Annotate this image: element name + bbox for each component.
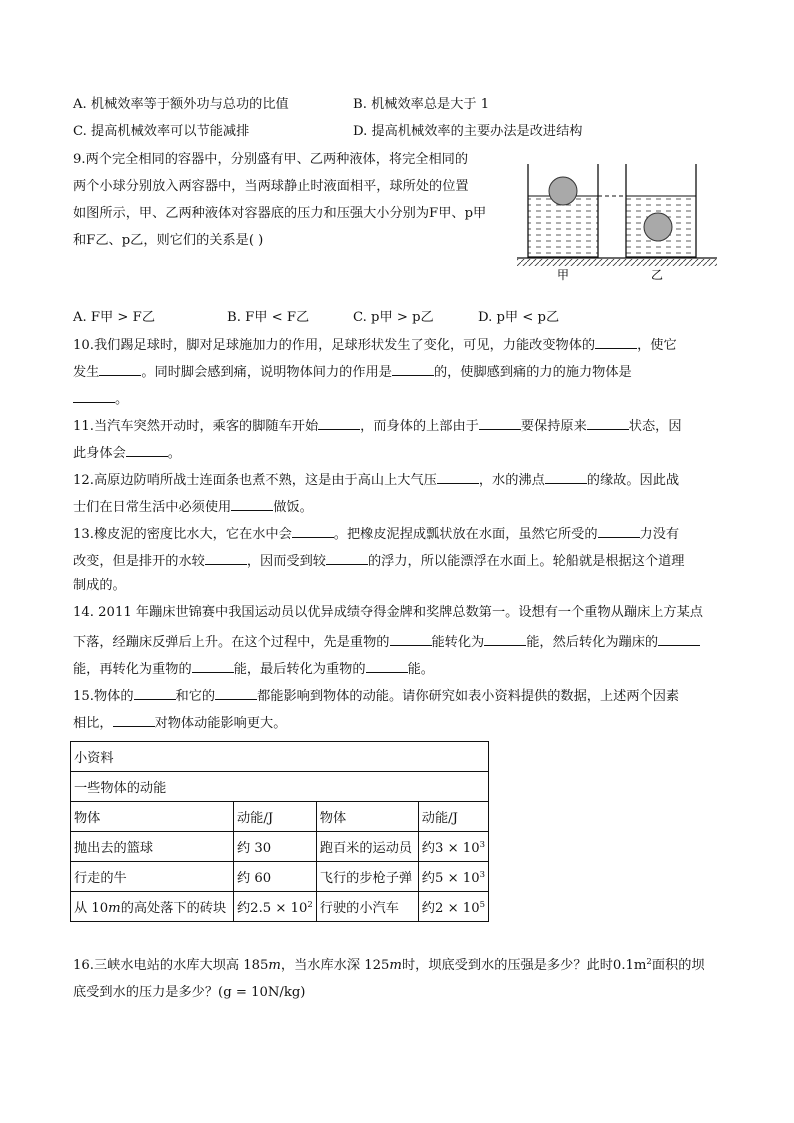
table-cell: 约$3 \times 10^3$ (418, 832, 488, 862)
q11-line-1: 11.当汽车突然开动时，乘客的脚随车开始 ，而身体的上部由于 要保持原来 状态，因 (73, 415, 682, 436)
q11-blank-2[interactable] (479, 415, 521, 430)
q14-blank-5[interactable] (366, 658, 408, 673)
q12-line-1: 12.高原边防哨所战士连面条也煮不熟，这是由于高山上大气压 ，水的沸点 的缘故。因此战 (73, 469, 679, 490)
q13-line-2: 改变，但是排开的水较 ，因而受到较 的浮力，所以能漂浮在水面上。轮船就是根据这个道理 (73, 550, 685, 571)
q9-option-d[interactable]: D. p甲 < p乙 (478, 310, 560, 325)
table-header-row (71, 802, 489, 832)
q8-option-b[interactable]: B. 机械效率总是大于 1 (353, 97, 490, 112)
table-header-cell: 动能/J (234, 802, 317, 832)
q10-blank-2[interactable] (99, 361, 141, 376)
q9-containers-figure (515, 160, 723, 286)
q14-line-1: 14. 2011 年蹦床世锦赛中我国运动员以优异成绩夺得金牌和奖牌总数第一。设想有一个重物从蹦床上方某点 (73, 605, 703, 620)
table-cell: 约$2 \times 10^5$ (418, 892, 488, 922)
q11-blank-1[interactable] (318, 415, 360, 430)
q10-blank-4[interactable] (73, 388, 115, 403)
table-cell: 飞行的步枪子弹 (316, 862, 418, 892)
q16-line-1: 16.三峡水电站的水库大坝高 185m，当水库水深 125m时，坝底受到水的压强是多少？此时$0.1m^2$面积的坝 (73, 957, 705, 973)
q13-line-3: 制成的。 (73, 578, 126, 593)
q10-line-2: 发生 。同时脚会感到痛，说明物体间力的作用是 的，使脚感到痛的力的施力物体是 (73, 361, 632, 382)
q8-option-c[interactable]: C. 提高机械效率可以节能减排 (73, 124, 250, 139)
q8-option-d[interactable]: D. 提高机械效率的主要办法是改进结构 (353, 124, 583, 139)
q11-blank-4[interactable] (126, 442, 168, 457)
table-cell: 从 10m的高处落下的砖块 (71, 892, 234, 922)
table-cell: 约$5 \times 10^3$ (418, 862, 488, 892)
table-cell: 约 60 (234, 862, 317, 892)
q9-option-a[interactable]: A. F甲 > F乙 (73, 310, 156, 325)
q8-option-a[interactable]: A. 机械效率等于额外功与总功的比值 (73, 97, 289, 112)
q14-blank-2[interactable] (484, 631, 526, 646)
q15-blank-2[interactable] (215, 685, 257, 700)
q15-blank-3[interactable] (113, 712, 155, 727)
q9-line-4: 和F乙、p乙，则它们的关系是( ) (73, 233, 264, 248)
q13-blank-4[interactable] (326, 550, 368, 565)
table-cell: 行走的牛 (71, 862, 234, 892)
q10-line-3: 。 (73, 388, 128, 409)
q13-blank-1[interactable] (292, 523, 334, 538)
q9-option-b[interactable]: B. F甲 < F乙 (227, 310, 310, 325)
table-header-cell: 动能/J (418, 802, 488, 832)
q15-line-2: 相比， 对物体动能影响更大。 (73, 712, 286, 733)
q9-option-c[interactable]: C. p甲 > p乙 (353, 310, 434, 325)
q9-line-1: 9.两个完全相同的容器中，分别盛有甲、乙两种液体，将完全相同的 (73, 152, 469, 167)
ball-yi (644, 213, 672, 241)
label-jia: 甲 (557, 268, 570, 282)
table-subtitle-row (71, 772, 489, 802)
table-header-cell: 物体 (316, 802, 418, 832)
q12-blank-2[interactable] (545, 469, 587, 484)
q12-line-2: 士们在日常生活中必须使用 做饭。 (73, 496, 313, 517)
q10-blank-3[interactable] (392, 361, 434, 376)
q14-blank-3[interactable] (658, 631, 700, 646)
q14-blank-1[interactable] (390, 631, 432, 646)
q13-blank-2[interactable] (598, 523, 640, 538)
q15-line-1: 15.物体的 和它的 都能影响到物体的动能。请你研究如表小资料提供的数据，上述两个因素 (73, 685, 679, 706)
q14-blank-4[interactable] (192, 658, 234, 673)
q16-line-2: 底受到水的压力是多少？(g = 10N/kg) (73, 985, 306, 1000)
table-title-row (71, 742, 489, 772)
table-cell: 跑百米的运动员 (316, 832, 418, 862)
table-cell: 抛出去的篮球 (71, 832, 234, 862)
q15-blank-1[interactable] (134, 685, 176, 700)
q14-line-2: 下落，经蹦床反弹后上升。在这个过程中，先是重物的 能转化为 能，然后转化为蹦床的 (73, 631, 700, 652)
label-yi: 乙 (651, 268, 664, 282)
table-row (71, 892, 489, 922)
ball-jia (549, 177, 577, 205)
table-cell: 约 30 (234, 832, 317, 862)
q11-line-2: 此身体会 。 (73, 442, 181, 463)
q12-blank-1[interactable] (437, 469, 479, 484)
table-header-cell: 物体 (71, 802, 234, 832)
q11-blank-3[interactable] (587, 415, 629, 430)
q9-line-3: 如图所示，甲、乙两种液体对容器底的压力和压强大小分别为F甲、p甲 (73, 206, 487, 221)
q9-line-2: 两个小球分别放入两容器中，当两球静止时液面相平，球所处的位置 (73, 179, 469, 194)
q12-blank-3[interactable] (231, 496, 273, 511)
table-title: 小资料 (71, 742, 489, 772)
table-cell: 约$2.5 \times 10^2$ (234, 892, 317, 922)
q13-line-1: 13.橡皮泥的密度比水大，它在水中会 。把橡皮泥捏成瓢状放在水面，虽然它所受的 力没有 (73, 523, 679, 544)
table-row (71, 832, 489, 862)
table-subtitle: 一些物体的动能 (71, 772, 489, 802)
q14-line-3: 能，再转化为重物的 能，最后转化为重物的 能。 (73, 658, 434, 679)
q10-blank-1[interactable] (595, 334, 637, 349)
table-cell: 行驶的小汽车 (316, 892, 418, 922)
table-row (71, 862, 489, 892)
q10-line-1: 10.我们踢足球时，脚对足球施加力的作用，足球形状发生了变化，可见，力能改变物体的 ，使它 (73, 334, 677, 355)
q13-blank-3[interactable] (205, 550, 247, 565)
kinetic-energy-table (70, 741, 489, 922)
